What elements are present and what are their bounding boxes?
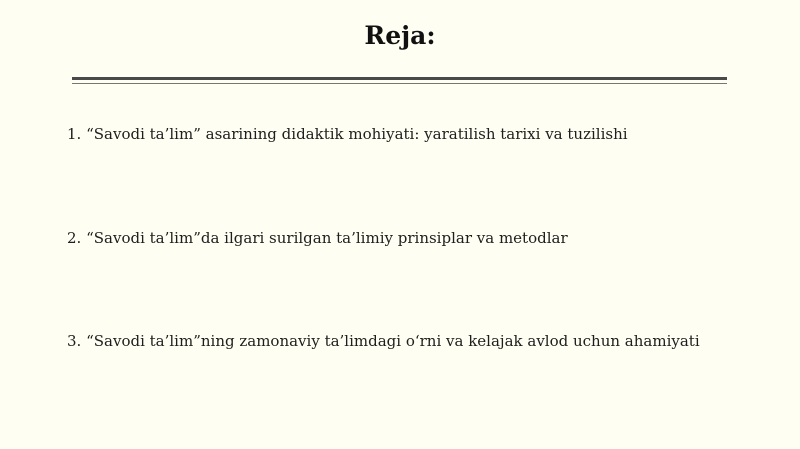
title-divider-thick [72,77,727,80]
plan-item-3: 3. “Savodi ta’lim”ning zamonaviy ta’limdagi o‘rni va kelajak avlod uchun ahamiyati [67,332,700,350]
title-divider-thin [72,83,727,84]
plan-item-1: 1. “Savodi ta’lim” asarining didaktik mohiyati: yaratilish tarixi va tuzilishi [67,125,628,143]
slide-title: Reja: [364,21,436,50]
plan-item-2: 2. “Savodi ta’lim”da ilgari surilgan ta’limiy prinsiplar va metodlar [67,229,568,247]
